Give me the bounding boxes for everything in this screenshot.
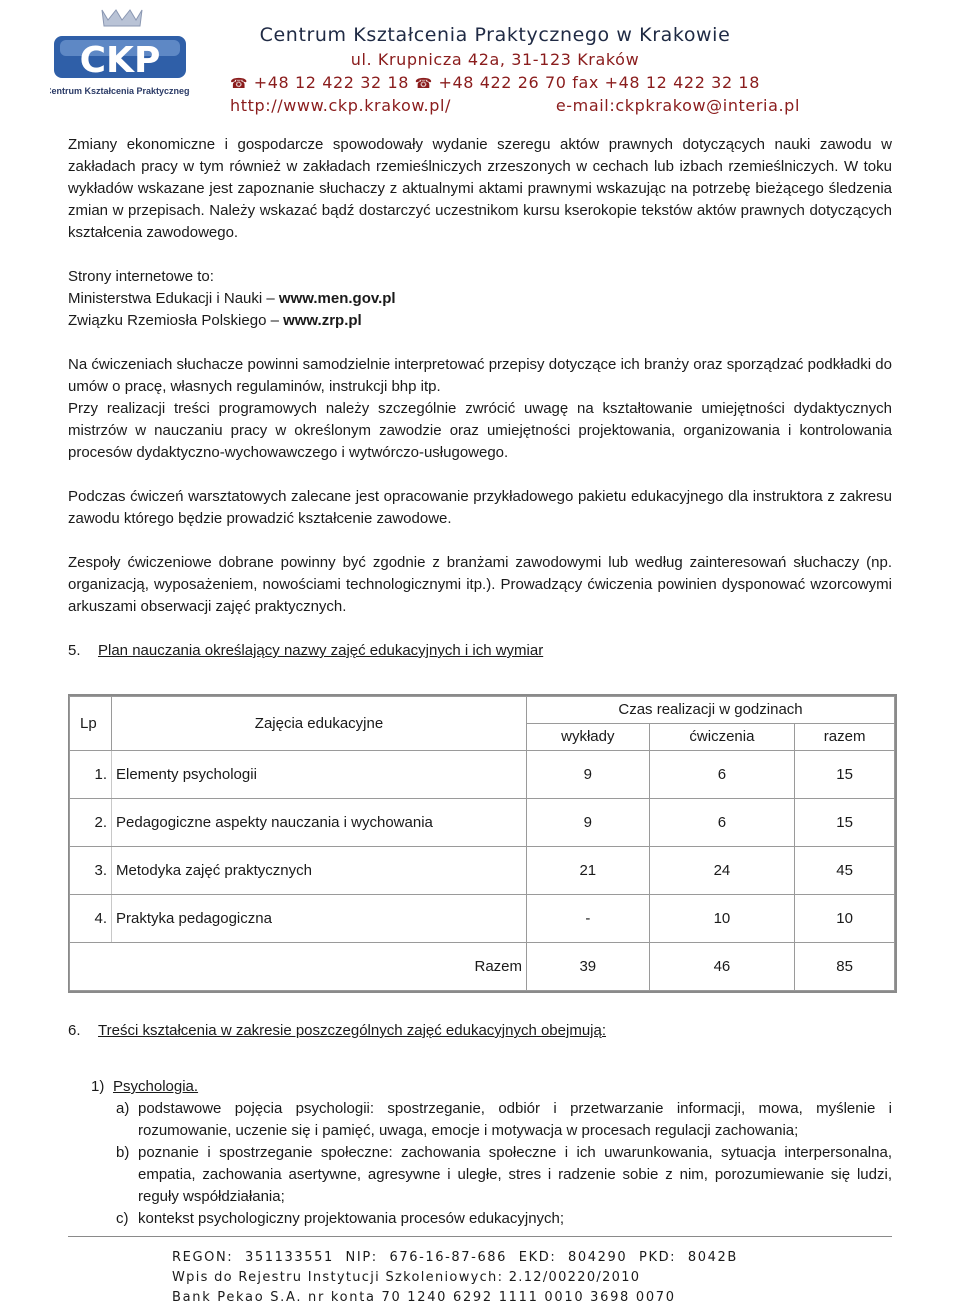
document-body	[68, 134, 892, 1230]
ckp-logo	[50, 6, 190, 102]
subsection-psychology	[91, 1076, 892, 1098]
website-men-name: Ministerstwa Edukacji i Nauki –	[68, 290, 275, 307]
row-total: 10	[795, 895, 895, 943]
col-exercises-header: ćwiczenia	[649, 724, 795, 751]
intro-paragraph-1: Zmiany ekonomiczne i gospodarcze spowodowały wydanie szeregu aktów prawnych dotyczących nauki zawodu w zakładach pracy w tym również w zakładach rzemieślniczych zrzeszonych w cechach lub izbach rzemieślniczych. W toku wykładów wskazane jest zapoznanie słuchaczy z aktualnymi aktami prawnymi wskazując na potrzebę bieżącego śledzenia zmian w przepisach. Należy wskazać bądź dostarczyć uczestnikom kursu kserokopie tekstów aktów prawnych dotyczących kształcenia zawodowego.	[68, 136, 892, 241]
table-row	[70, 751, 895, 799]
row-lectures: 9	[527, 799, 650, 847]
table-sum-row	[70, 943, 895, 991]
row-exercises: 24	[649, 847, 795, 895]
table-row	[70, 895, 895, 943]
col-lp-header: Lp	[70, 697, 112, 751]
sum-total: 85	[795, 943, 895, 991]
plan-table-frame	[68, 694, 897, 993]
header-title: Centrum Kształcenia Praktycznego w Krakowie	[259, 24, 731, 46]
header-website-link[interactable]: http://www.ckp.krakow.pl/	[230, 96, 452, 115]
row-lectures: -	[527, 895, 650, 943]
row-lectures: 21	[527, 847, 650, 895]
telephone-icon: ☎	[414, 76, 433, 92]
sum-exercises: 46	[649, 943, 795, 991]
logo-subtitle: Centrum Kształcenia Praktycznego	[50, 86, 190, 96]
header-phone2: +48 422 26 70 fax +48 12 422 32 18	[438, 73, 760, 92]
list-item: b) poznanie i spostrzeganie społeczne: zachowania społeczne i ich uwarunkowania, sytuacja interpersonalna, empatia, zachowania asertywne, agresywne i uległe, stres i radzenie sobie z nim, porozumiewanie się ludzi, reguły współdziałania;	[116, 1144, 892, 1205]
row-lectures: 9	[527, 751, 650, 799]
section-5-title: Plan nauczania określający nazwy zajęć edukacyjnych i ich wymiar	[98, 642, 544, 659]
row-exercises: 6	[649, 751, 795, 799]
header-phones	[200, 73, 790, 92]
website-zrp	[68, 310, 892, 332]
sum-lectures: 39	[527, 943, 650, 991]
row-name: Pedagogiczne aspekty nauczania i wychowania	[112, 799, 527, 847]
col-total-header: razem	[795, 724, 895, 751]
row-name: Praktyka pedagogiczna	[112, 895, 527, 943]
col-time-group-header: Czas realizacji w godzinach	[527, 697, 895, 724]
header-phone1: +48 12 422 32 18	[253, 73, 410, 92]
intro-paragraph-4: Podczas ćwiczeń warsztatowych zalecane jest opracowanie przykładowego pakietu edukacyjnego dla instruktora z zakresu zawodu którego będzie prowadzić kształcenie zawodowe.	[68, 488, 892, 527]
header-address: ul. Krupnicza 42a, 31-123 Kraków	[350, 50, 640, 69]
plan-table	[69, 696, 895, 991]
intro-paragraph-3: Przy realizacji treści programowych należy szczególnie zwrócić uwagę na kształtowanie umiejętności dydaktycznych mistrzów w nauczaniu pracy w określonym zawodzie oraz umiejętności projektowania, organizowania i kontrolowania procesów dydaktyczno-wychowawczego i wytwórczo-usługowego.	[68, 400, 892, 461]
row-name: Elementy psychologii	[112, 751, 527, 799]
footer-registry-line: Wpis do Rejestru Instytucji Szkoleniowych: 2.12/00220/2010	[172, 1270, 641, 1285]
row-total: 45	[795, 847, 895, 895]
section-6-title: Treści kształcenia w zakresie poszczególnych zajęć edukacyjnych obejmują:	[98, 1022, 607, 1039]
row-exercises: 10	[649, 895, 795, 943]
table-row	[70, 799, 895, 847]
section-6-number: 6.	[68, 1022, 81, 1039]
intro-paragraph-2: Na ćwiczeniach słuchacze powinni samodzielnie interpretować przepisy dotyczące ich branży oraz sporządzać podkładki do umów o pracę, własnych regulaminów, instrukcji bhp itp.	[68, 356, 892, 395]
row-name: Metodyka zajęć praktycznych	[112, 847, 527, 895]
intro-paragraph-5: Zespoły ćwiczeniowe dobrane powinny być zgodnie z branżami zawodowymi lub według zainteresowań słuchaczy (np. organizacją, wyposażeniem, nowościami technologicznymi itp.). Prowadzący ćwiczenia powinien dysponować wzorcowymi arkuszami obserwacji zajęć praktycznych.	[68, 554, 892, 615]
row-exercises: 6	[649, 799, 795, 847]
list-item: a) podstawowe pojęcia psychologii: spostrzeganie, odbiór i przetwarzanie informacji, mowa, myślenie i rozumowanie, uczenie się i pamięć, uwaga, emocje i motywacja w procesach regulacji zachowania;	[116, 1100, 892, 1139]
col-lectures-header: wykłady	[527, 724, 650, 751]
section-5-number: 5.	[68, 642, 81, 659]
row-lp: 4.	[70, 895, 112, 943]
telephone-icon: ☎	[230, 76, 249, 92]
list-item: c) kontekst psychologiczny projektowania procesów edukacyjnych;	[116, 1210, 565, 1227]
websites-label: Strony internetowe to:	[68, 268, 214, 285]
footer-divider	[68, 1236, 892, 1237]
row-total: 15	[795, 799, 895, 847]
section-6-heading	[68, 1020, 892, 1042]
footer-regon-line: REGON: 351133551 NIP: 676-16-87-686 EKD: 804290 PKD: 8042B	[172, 1250, 738, 1265]
row-lp: 2.	[70, 799, 112, 847]
logo-text: CKP	[79, 40, 161, 81]
website-men	[68, 288, 892, 310]
sum-label: Razem	[112, 943, 527, 991]
website-zrp-name: Związku Rzemiosła Polskiego –	[68, 312, 279, 329]
section-5-heading	[68, 640, 892, 662]
table-row	[70, 847, 895, 895]
header-email-link[interactable]: e-mail:ckpkrakow@interia.pl	[555, 96, 800, 115]
row-total: 15	[795, 751, 895, 799]
footer-bank-line: Bank Pekao S.A. nr konta 70 1240 6292 1111 0010 3698 0070	[172, 1290, 676, 1305]
row-lp: 1.	[70, 751, 112, 799]
website-men-url[interactable]: www.men.gov.pl	[278, 290, 396, 307]
subsection-number: 1)	[91, 1078, 105, 1095]
subsection-title: Psychologia.	[113, 1078, 199, 1095]
website-zrp-url[interactable]: www.zrp.pl	[283, 312, 362, 329]
header-contacts	[230, 96, 800, 115]
col-name-header: Zajęcia edukacyjne	[112, 697, 527, 751]
row-lp: 3.	[70, 847, 112, 895]
